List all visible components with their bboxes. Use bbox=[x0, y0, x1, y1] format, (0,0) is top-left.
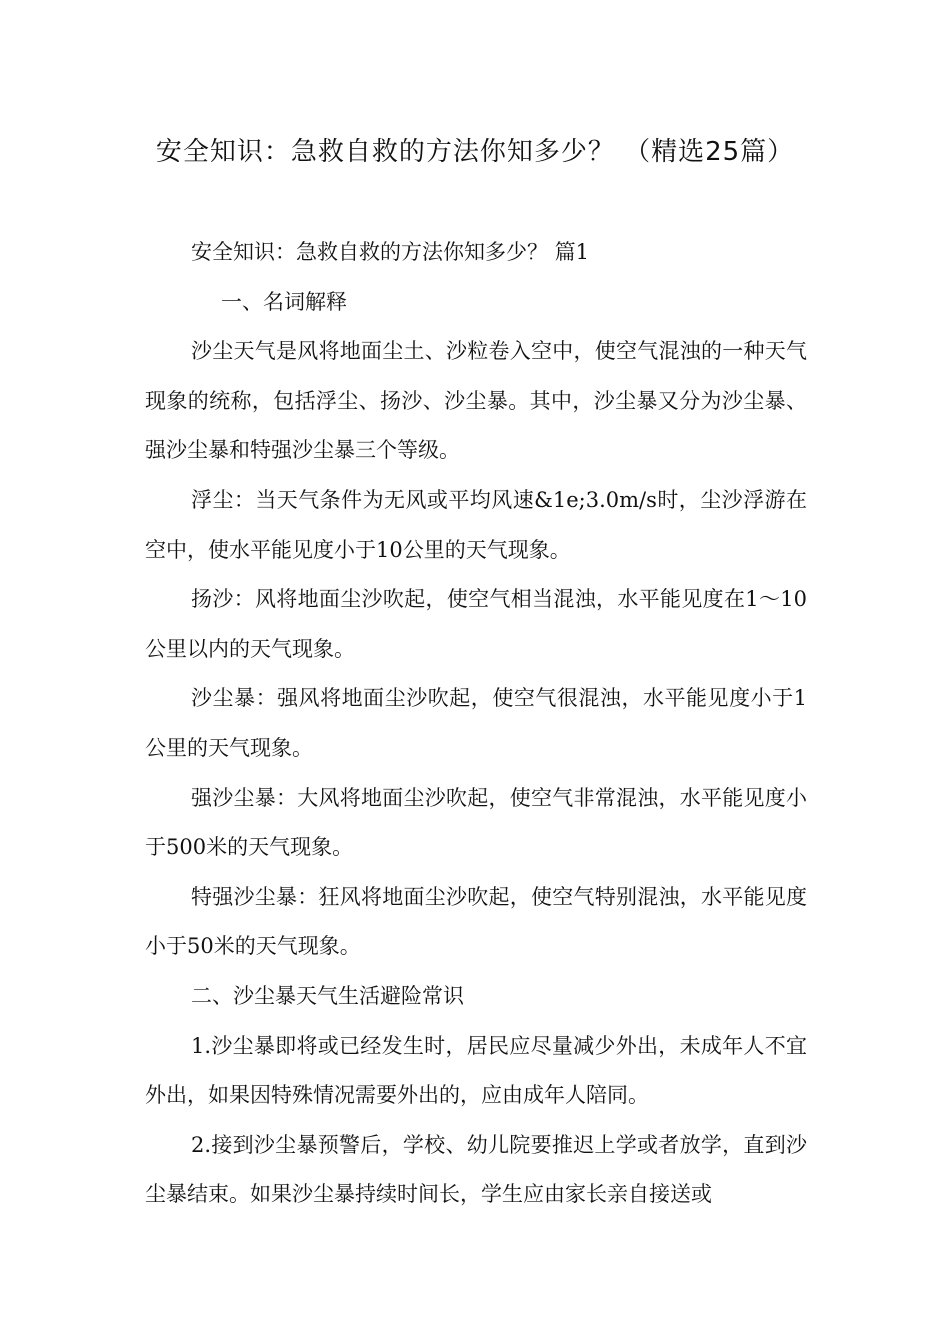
subheading-safety-tips: 二、沙尘暴天气生活避险常识 bbox=[191, 983, 464, 1008]
paragraph-sandstorm: 沙尘暴：强风将地面尘沙吹起，使空气很混浊，水平能见度小于1公里的天气现象。 bbox=[145, 686, 807, 760]
paragraph-blowing-sand: 扬沙：风将地面尘沙吹起，使空气相当混浊，水平能见度在1～10公里以内的天气现象。 bbox=[145, 587, 807, 661]
paragraph-tip-1: 1.沙尘暴即将或已经发生时，居民应尽量减少外出，未成年人不宜外出，如果因特殊情况需要外出的，应由成年人陪同。 bbox=[145, 1033, 807, 1108]
paragraph-tip-2: 2.接到沙尘暴预警后，学校、幼儿院要推迟上学或者放学，直到沙尘暴结束。如果沙尘暴持续时间长，学生应由家长亲自接送或 bbox=[145, 1132, 807, 1207]
document-body bbox=[145, 228, 807, 1220]
subheading-definitions: 一、名词解释 bbox=[221, 289, 347, 314]
paragraph-strong-sandstorm: 强沙尘暴：大风将地面尘沙吹起，使空气非常混浊，水平能见度小于500米的天气现象。 bbox=[145, 785, 807, 860]
paragraph-floating-dust: 浮尘：当天气条件为无风或平均风速&1e;3.0m/s时，尘沙浮游在空中，使水平能见度小于10公里的天气现象。 bbox=[145, 487, 807, 562]
paragraph-severe-sandstorm: 特强沙尘暴：狂风将地面尘沙吹起，使空气特别混浊，水平能见度小于50米的天气现象。 bbox=[145, 884, 807, 959]
paragraph-sand-weather: 沙尘天气是风将地面尘土、沙粒卷入空中，使空气混浊的一种天气现象的统称，包括浮尘、扬沙、沙尘暴。其中，沙尘暴又分为沙尘暴、强沙尘暴和特强沙尘暴三个等级。 bbox=[145, 339, 807, 463]
document-title: 安全知识：急救自救的方法你知多少？ （精选25篇） bbox=[155, 137, 795, 167]
section-heading: 安全知识：急救自救的方法你知多少？ 篇1 bbox=[191, 240, 590, 264]
